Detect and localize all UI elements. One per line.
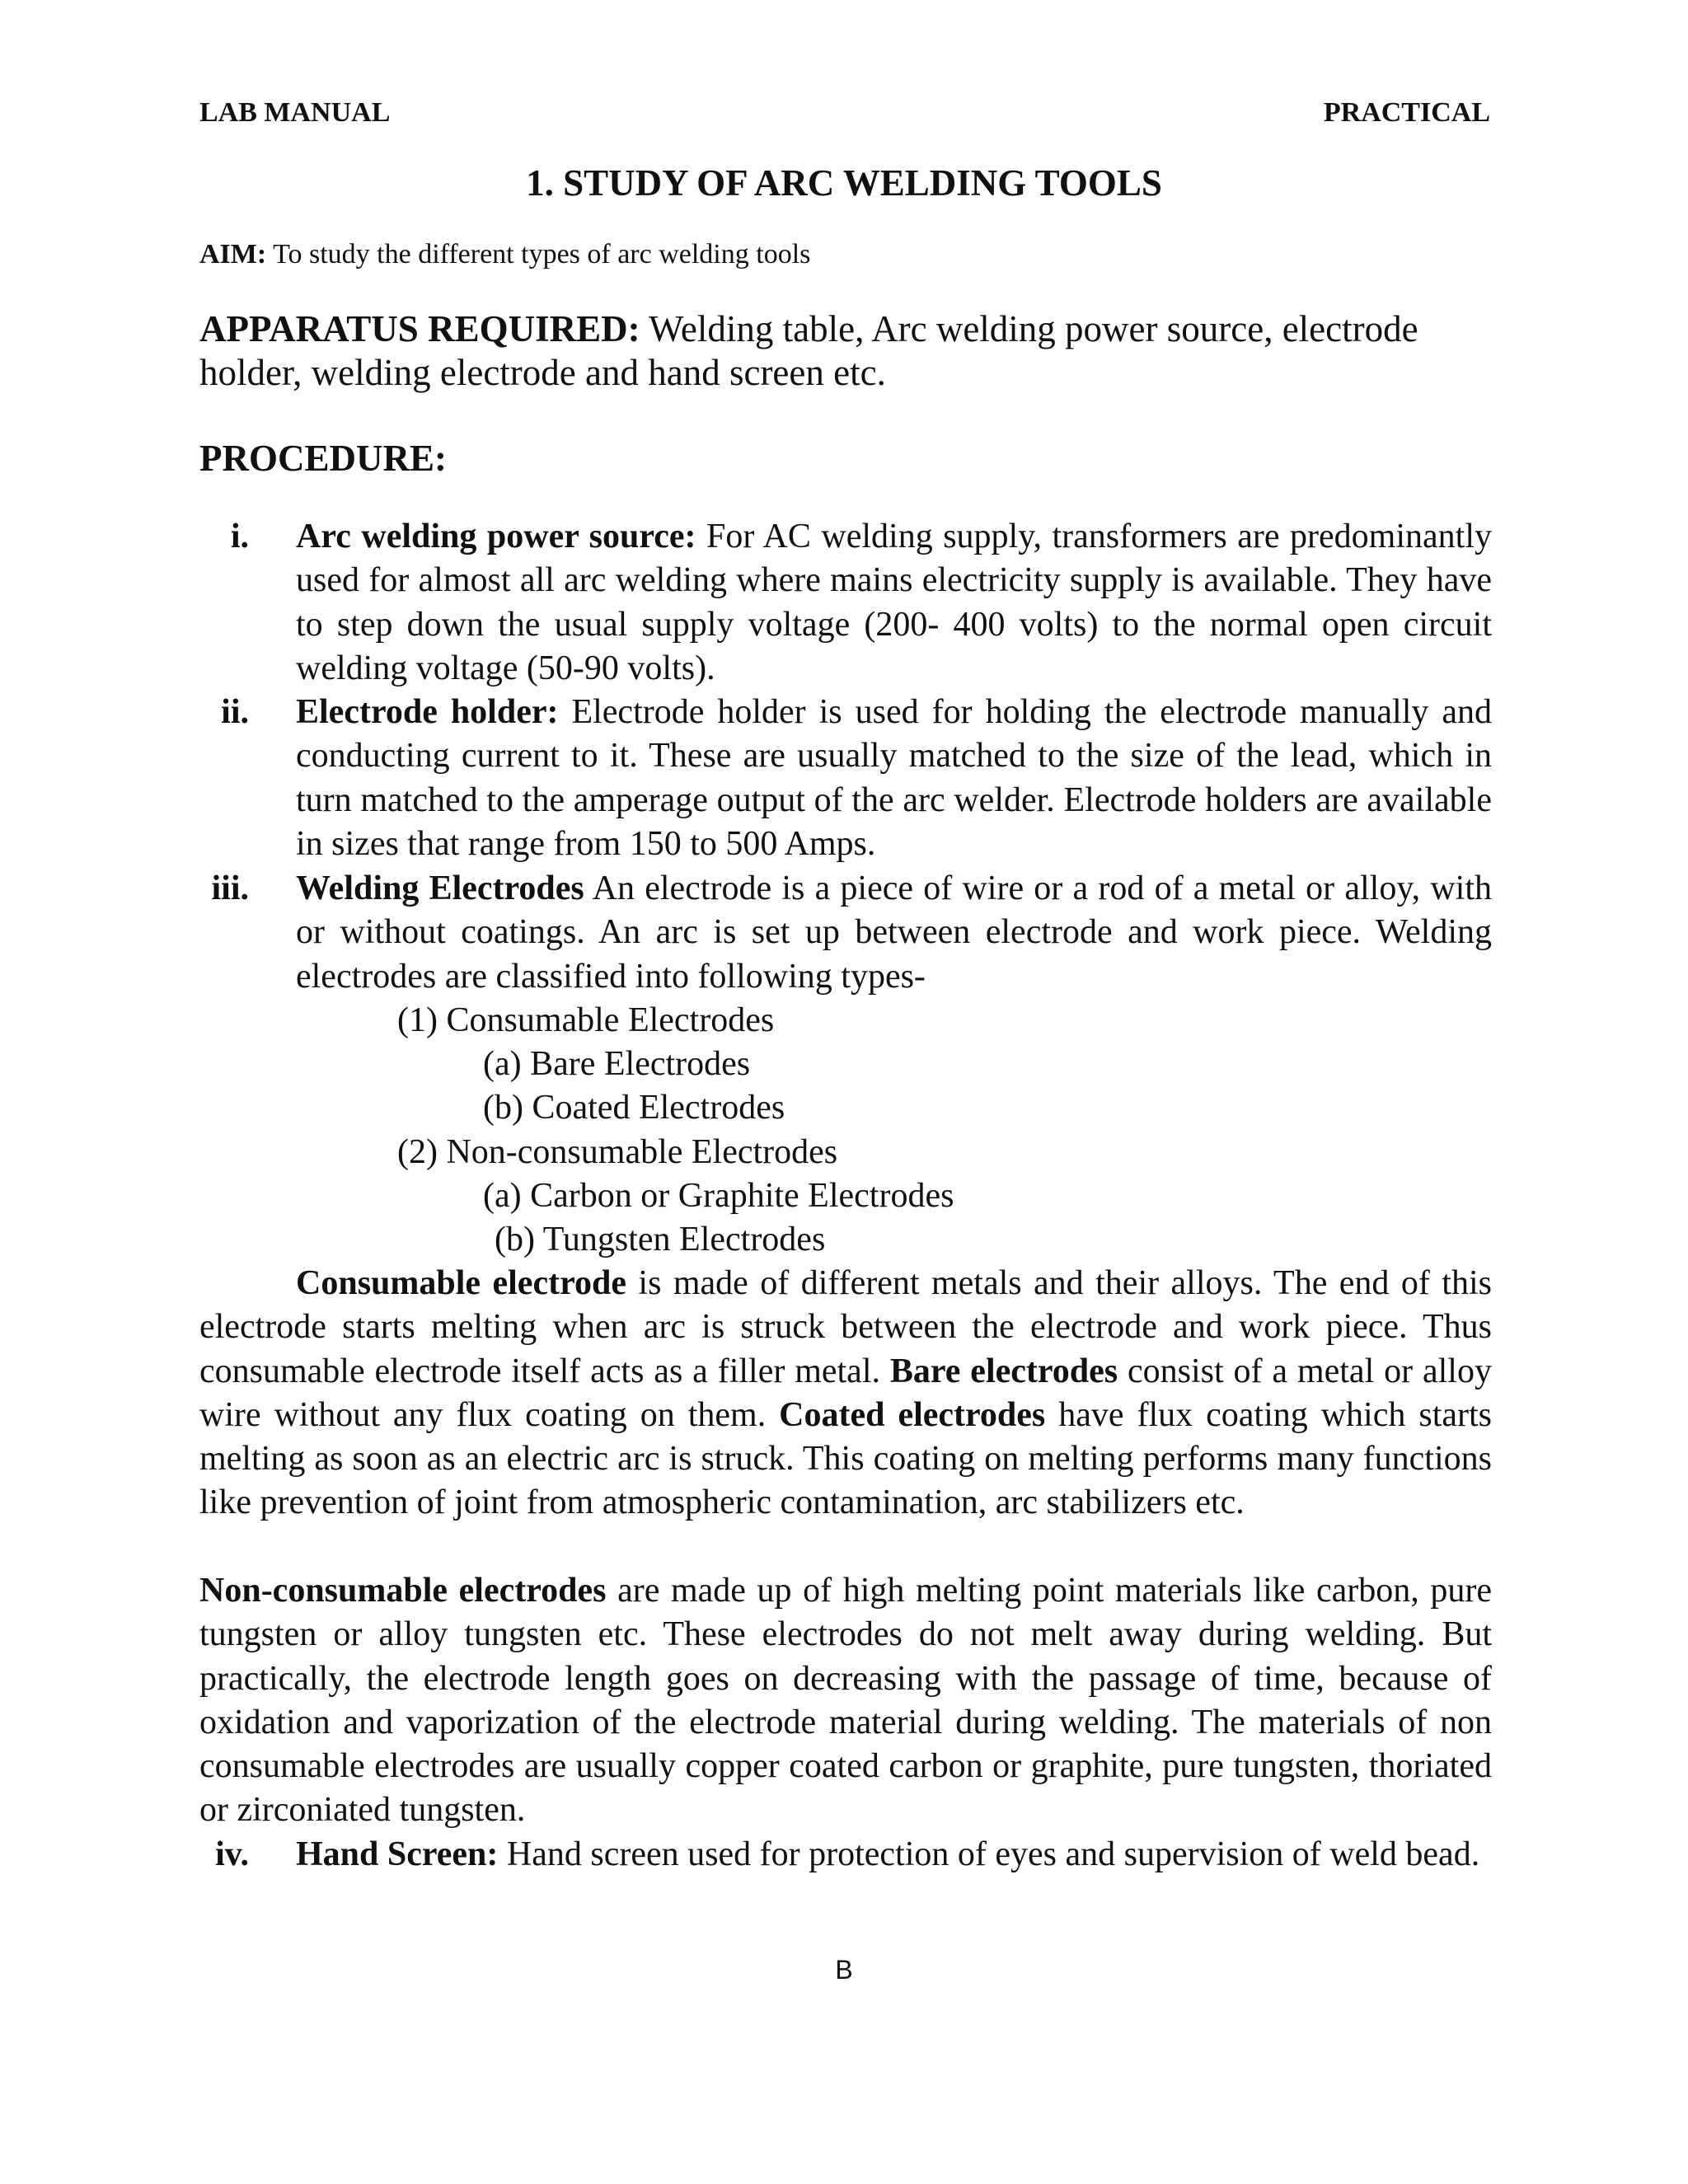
electrode-type-coated: (b) Coated Electrodes <box>483 1089 785 1127</box>
item-text <box>296 691 1492 866</box>
page-title: 1. STUDY OF ARC WELDING TOOLS <box>526 162 1162 204</box>
item-body: Hand screen used for protection of eyes and supervision of weld bead. <box>498 1835 1480 1873</box>
consumable-paragraph <box>199 1262 1492 1526</box>
item-number: ii. <box>221 693 249 731</box>
term-nonconsumable: Non-consumable electrodes <box>199 1572 607 1610</box>
nonconsumable-text: are made up of high melting point materials like carbon, pure tungsten or alloy tungsten etc. These electrodes do not melt away during welding. But practically, the electrode length goes on decreasing with the passage of time, because of oxidation and vaporization of the electrode material during welding. The materials of non consumable electrodes are usually copper coated carbon or graphite, pure tungsten, thoriated or zirconiated tungsten. <box>199 1572 1492 1830</box>
item-number: iv. <box>215 1835 249 1873</box>
term-consumable: Consumable electrode <box>296 1264 626 1302</box>
electrode-type-tungsten: (b) Tungsten Electrodes <box>495 1221 826 1258</box>
electrode-type-nonconsumable: (2) Non-consumable Electrodes <box>397 1133 838 1171</box>
item-number: iii. <box>211 869 249 907</box>
item-text <box>296 1833 1492 1877</box>
nonconsumable-paragraph <box>199 1569 1492 1833</box>
apparatus-paragraph <box>199 307 1492 395</box>
consumable-text-1: is made of different metals and their alloys. The end of this electrode starts melting when arc is struck between the electrode and work piece. Thus consumable electrode itself acts as a filler metal. <box>199 1264 1492 1390</box>
header-right: PRACTICAL <box>1323 97 1490 128</box>
procedure-heading: PROCEDURE: <box>199 438 447 479</box>
item-text <box>296 515 1492 691</box>
item-body: An electrode is a piece of wire or a rod of a metal or alloy, with or without coatings. An arc is set up between electrode and work piece. Welding electrodes are classified into following types- <box>296 869 1492 996</box>
term-coated: Coated electrodes <box>779 1395 1046 1434</box>
apparatus-label: APPARATUS REQUIRED: <box>199 308 640 349</box>
item-title: Hand Screen: <box>296 1835 499 1873</box>
aim-text: To study the different types of arc welding tools <box>266 239 811 269</box>
item-body: For AC welding supply, transformers are predominantly used for almost all arc welding where mains electricity supply is available. They have to step down the usual supply voltage (200- 400 volts) to the normal open circuit welding voltage (50-90 volts). <box>296 518 1492 687</box>
apparatus-text: Welding table, Arc welding power source, electrode holder, welding electrode and hand screen etc. <box>199 308 1418 393</box>
aim-label: AIM: <box>199 239 267 269</box>
item-body: Electrode holder is used for holding the electrode manually and conducting current to it. These are usually matched to the size of the lead, which in turn matched to the amperage output of the arc welder. Electrode holders are available in sizes that range from 150 to 500 Amps. <box>296 693 1492 863</box>
item-title: Electrode holder: <box>296 693 559 731</box>
page-number: B <box>835 1955 853 1985</box>
term-bare: Bare electrodes <box>889 1352 1118 1390</box>
item-text <box>296 867 1492 999</box>
item-title: Arc welding power source: <box>296 518 696 555</box>
consumable-text-3: have flux coating which starts melting as soon as an electric arc is struck. This coating on melting performs many functions like prevention of joint from atmospheric contamination, arc stabilizers etc. <box>199 1395 1492 1522</box>
electrode-type-consumable: (1) Consumable Electrodes <box>397 1001 775 1039</box>
aim-line <box>199 239 810 270</box>
header-left: LAB MANUAL <box>199 97 391 128</box>
electrode-type-carbon: (a) Carbon or Graphite Electrodes <box>483 1177 954 1215</box>
consumable-text-2: consist of a metal or alloy wire without any flux coating on them. <box>199 1352 1492 1434</box>
item-number: i. <box>230 518 249 555</box>
item-title: Welding Electrodes <box>296 869 584 907</box>
electrode-type-bare: (a) Bare Electrodes <box>483 1045 751 1083</box>
